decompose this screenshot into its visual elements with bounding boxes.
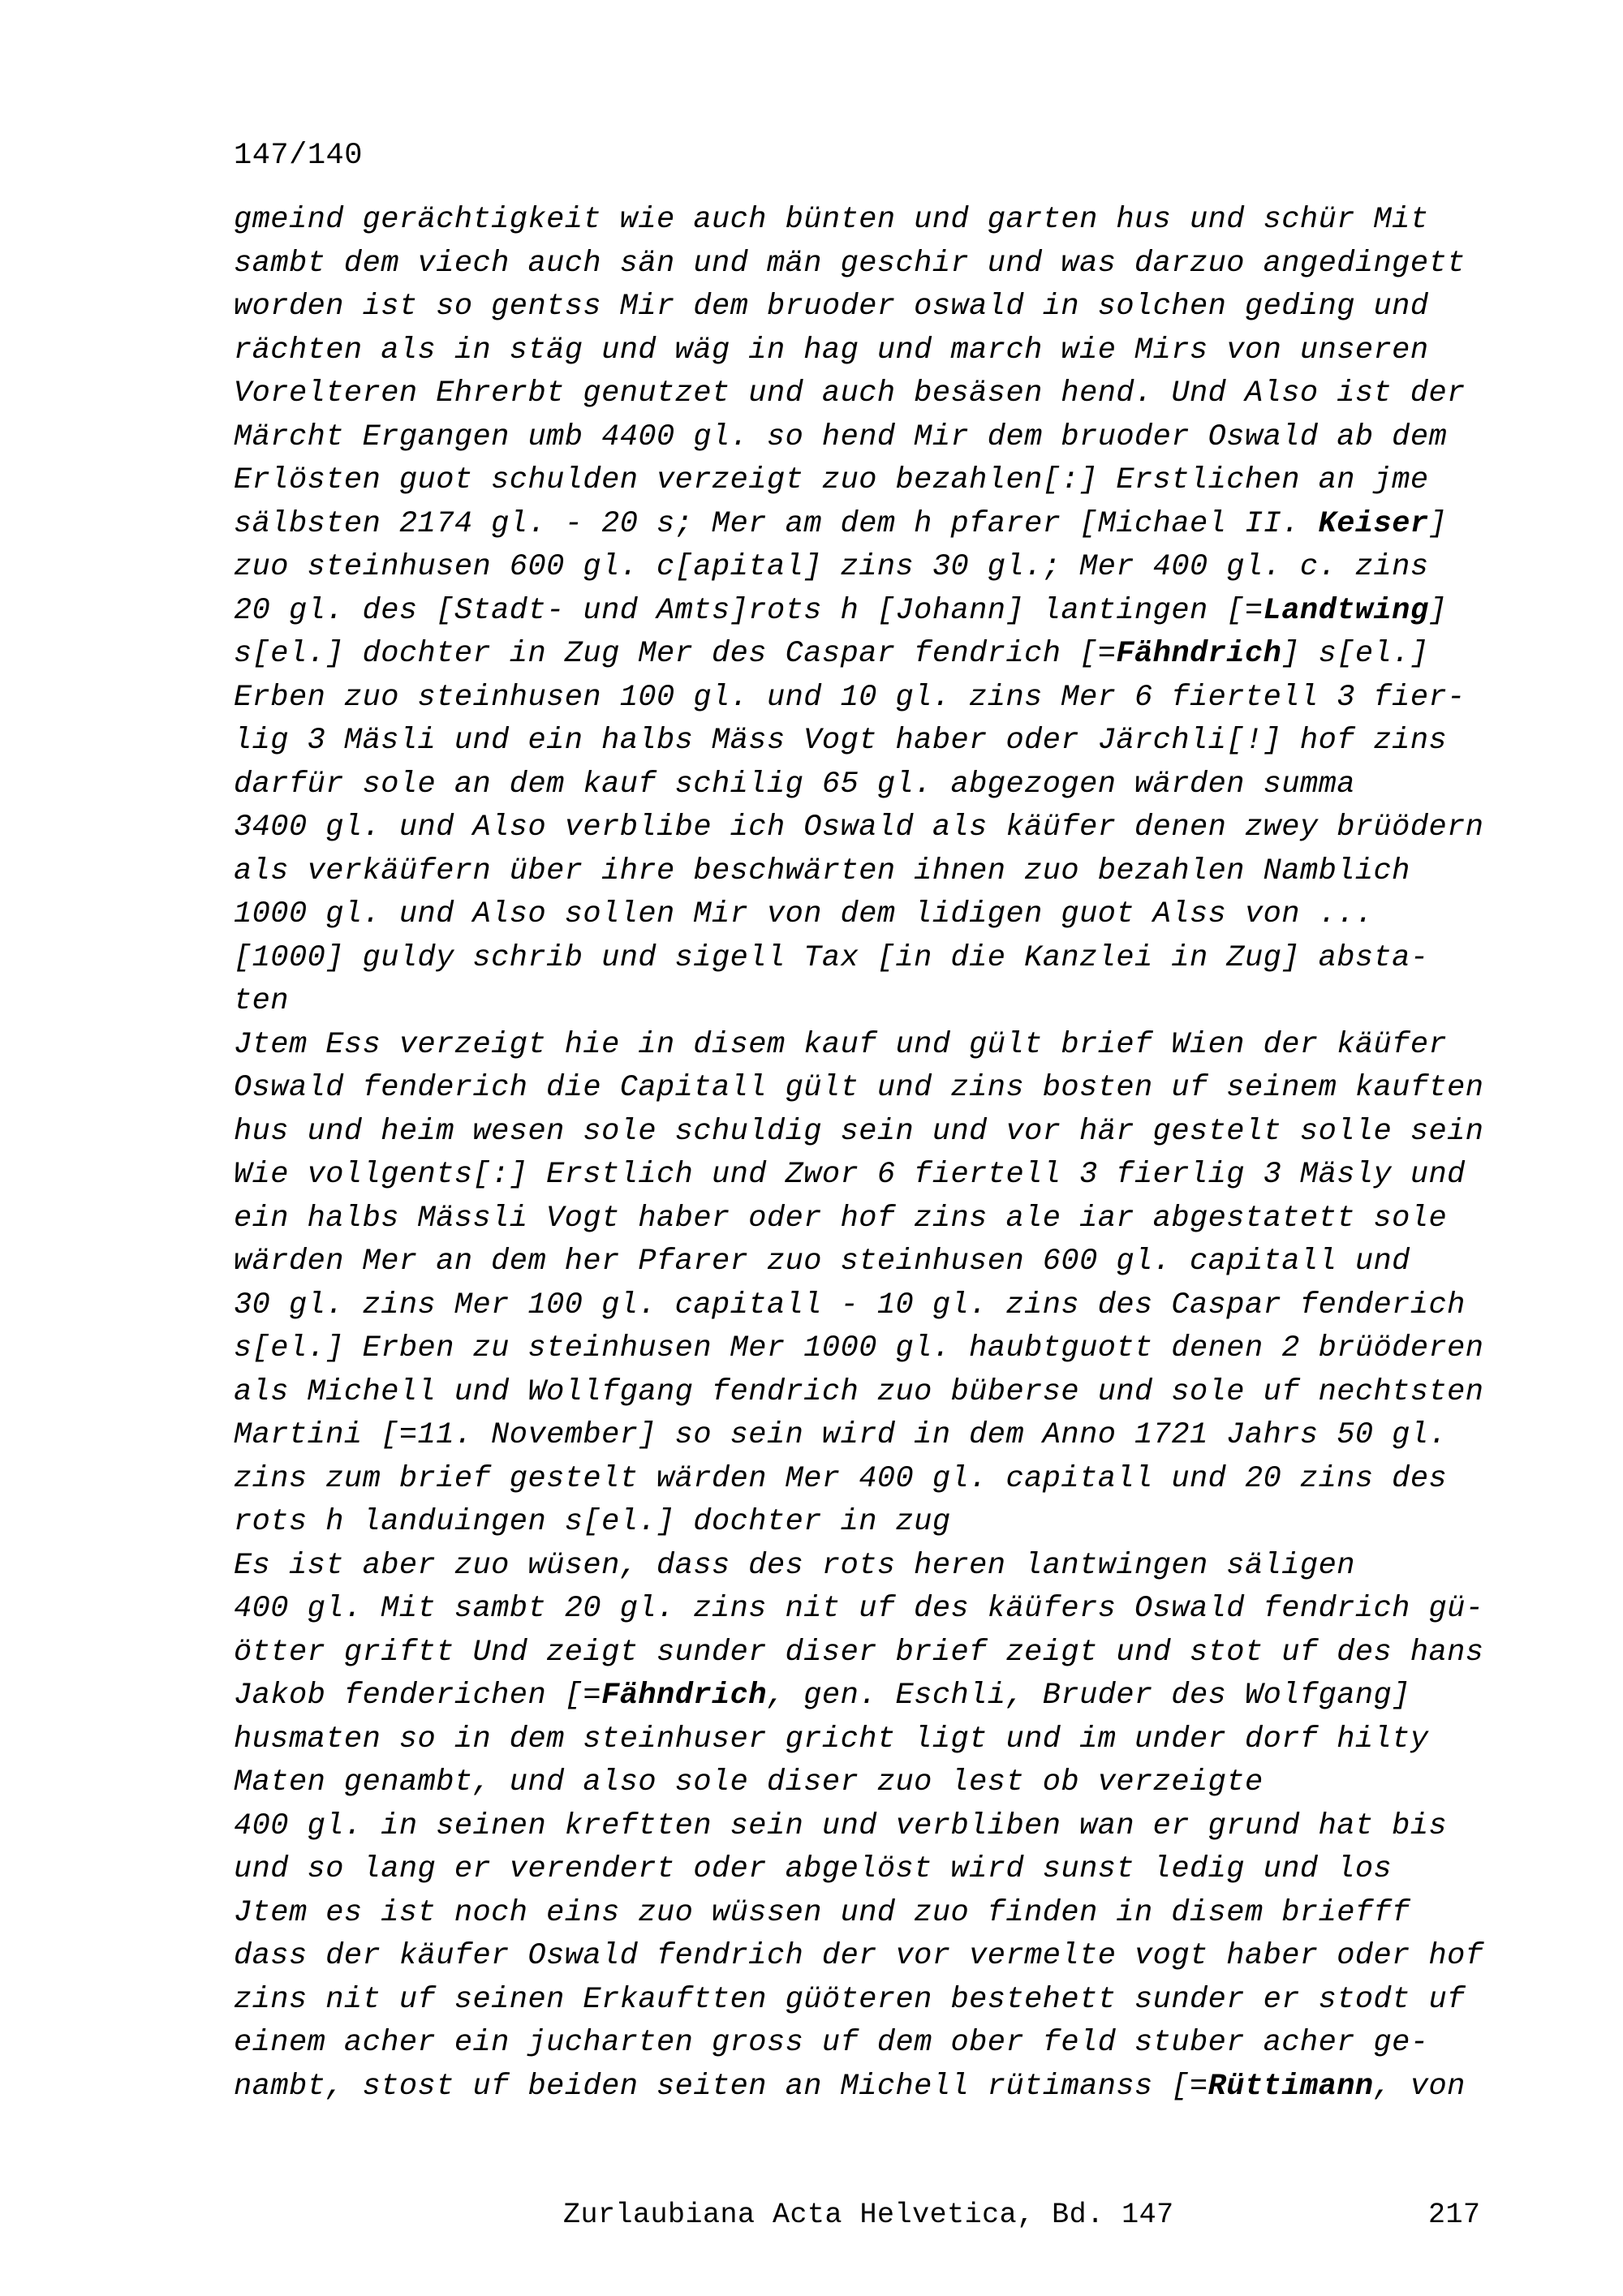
text-segment: als Michell und Wollfgang fendrich zuo büberse und sole uf nechtsten <box>234 1374 1484 1409</box>
text-line <box>234 2066 1483 2109</box>
text-segment: sambt dem viech auch sän und män geschir und was darzuo angedingett <box>234 246 1466 281</box>
text-line <box>234 199 1483 243</box>
bold-name: Fähndrich <box>1116 637 1282 671</box>
text-line <box>234 416 1483 460</box>
bold-name: Landtwing <box>1263 593 1429 628</box>
footer-page-number: 217 <box>1428 2199 1481 2231</box>
text-line <box>234 1805 1483 1849</box>
text-segment: und so lang er verendert oder abgelöst wird sunst ledig und los <box>234 1852 1393 1886</box>
text-segment: 30 gl. zins Mer 100 gl. capitall - 10 gl. zins des Caspar fenderich <box>234 1288 1466 1322</box>
text-line <box>234 243 1483 286</box>
text-line <box>234 1024 1483 1068</box>
text-line <box>234 2022 1483 2066</box>
text-segment: gmeind gerächtigkeit wie auch bünten und garten hus und schür Mit <box>234 203 1429 237</box>
text-segment: Martini [=11. November] so sein wird in dem Anno 1721 Jahrs 50 gl. <box>234 1418 1448 1452</box>
text-segment: ten <box>234 984 289 1018</box>
text-segment: rächten als in stäg und wäg in hag und march wie Mirs von unseren <box>234 333 1429 368</box>
text-segment: Vorelteren Ehrerbt genutzet und auch besäsen hend. Und Also ist der <box>234 376 1466 411</box>
text-segment: zins zum brief gestelt wärden Mer 400 gl. capitall und 20 zins des <box>234 1461 1448 1496</box>
text-line <box>234 1371 1483 1415</box>
text-segment: zuo steinhusen 600 gl. c[apital] zins 30 gl.; Mer 400 gl. c. zins <box>234 550 1429 584</box>
text-line <box>234 1154 1483 1197</box>
text-line <box>234 503 1483 547</box>
text-line <box>234 1067 1483 1111</box>
text-segment: 20 gl. des [Stadt- und Amts]rots h [Johann] lantingen [= <box>234 593 1264 628</box>
text-line <box>234 937 1483 981</box>
text-line <box>234 1197 1483 1241</box>
text-segment: worden ist so gentss Mir dem bruoder oswald in solchen geding und <box>234 290 1429 324</box>
text-segment: Oswald fenderich die Capitall gült und zins bosten uf seinem kauften <box>234 1071 1484 1105</box>
text-line <box>234 806 1483 850</box>
text-line <box>234 286 1483 329</box>
text-line <box>234 1284 1483 1328</box>
text-line <box>234 1848 1483 1892</box>
text-segment: nambt, stost uf beiden seiten an Michell rütimanss [= <box>234 2069 1208 2104</box>
text-line <box>234 546 1483 590</box>
footer-source: Zurlaubiana Acta Helvetica, Bd. 147 <box>563 2199 1174 2231</box>
text-line <box>234 1935 1483 1979</box>
text-segment: 400 gl. in seinen kreftten sein und verbliben wan er grund hat bis <box>234 1808 1448 1843</box>
text-line <box>234 1588 1483 1632</box>
text-line <box>234 372 1483 416</box>
text-line <box>234 850 1483 894</box>
text-line <box>234 459 1483 503</box>
text-line <box>234 1111 1483 1154</box>
text-segment: rots h landuingen s[el.] dochter in zug <box>234 1505 951 1539</box>
text-line <box>234 1327 1483 1371</box>
text-segment: zins nit uf seinen Erkauftten güöteren bestehett sunder er stodt uf <box>234 1982 1466 2017</box>
text-segment: ] <box>1428 593 1448 628</box>
text-segment: 1000 gl. und Also sollen Mir von dem lidigen guot Alss von ... <box>234 897 1374 931</box>
bold-name: Rüttimann <box>1208 2069 1374 2104</box>
text-line <box>234 1501 1483 1545</box>
text-segment: ] s[el.] <box>1281 637 1429 671</box>
text-segment: s[el.] dochter in Zug Mer des Caspar fendrich [= <box>234 637 1117 671</box>
folio-number: 147/140 <box>234 139 363 173</box>
text-segment: lig 3 Mäsli und ein halbs Mäss Vogt haber oder Järchli[!] hof zins <box>234 724 1448 758</box>
bold-name: Keiser <box>1318 506 1429 541</box>
text-line <box>234 1761 1483 1805</box>
text-line <box>234 590 1483 634</box>
text-line <box>234 1675 1483 1718</box>
text-segment: [1000] guldy schrib und sigell Tax [in die Kanzlei in Zug] absta- <box>234 940 1429 975</box>
text-segment: ötter griftt Und zeigt sunder diser brief zeigt und stot uf des hans <box>234 1635 1484 1670</box>
text-segment: ] <box>1428 506 1448 541</box>
text-segment: 400 gl. Mit sambt 20 gl. zins nit uf des käüfers Oswald fendrich gü- <box>234 1592 1484 1626</box>
text-line <box>234 763 1483 807</box>
text-segment: s[el.] Erben zu steinhusen Mer 1000 gl. haubtguott denen 2 brüöderen <box>234 1331 1484 1365</box>
text-line <box>234 893 1483 937</box>
text-segment: ein halbs Mässli Vogt haber oder hof zins ale iar abgestatett sole <box>234 1201 1448 1236</box>
text-segment: Es ist aber zuo wüsen, dass des rots heren lantwingen säligen <box>234 1548 1355 1583</box>
text-line <box>234 633 1483 677</box>
text-segment: darfür sole an dem kauf schilig 65 gl. abgezogen wärden summa <box>234 767 1355 802</box>
text-line <box>234 1240 1483 1284</box>
text-segment: husmaten so in dem steinhuser gricht ligt und im under dorf hilty <box>234 1722 1429 1756</box>
text-line <box>234 1414 1483 1458</box>
text-segment: , von <box>1373 2069 1466 2104</box>
text-segment: dass der käufer Oswald fendrich der vor vermelte vogt haber oder hof <box>234 1939 1484 1973</box>
text-line <box>234 720 1483 763</box>
text-segment: sälbsten 2174 gl. - 20 s; Mer am dem h pfarer [Michael II. <box>234 506 1319 541</box>
text-line <box>234 1458 1483 1502</box>
text-line <box>234 1892 1483 1936</box>
text-line <box>234 1718 1483 1762</box>
text-line <box>234 1979 1483 2023</box>
text-segment: Maten genambt, und also sole diser zuo lest ob verzeigte <box>234 1765 1264 1799</box>
text-line <box>234 980 1483 1024</box>
transcription-body <box>234 199 1483 2109</box>
text-segment: Jakob fenderichen [= <box>234 1679 602 1713</box>
text-segment: als verkäüfern über ihre beschwärten ihnen zuo bezahlen Namblich <box>234 853 1410 888</box>
text-segment: hus und heim wesen sole schuldig sein und vor här gestelt solle sein <box>234 1114 1484 1149</box>
text-segment: Jtem Ess verzeigt hie in disem kauf und gült brief Wien der käüfer <box>234 1027 1448 1062</box>
text-segment: einem acher ein jucharten gross uf dem ober feld stuber acher ge- <box>234 2026 1429 2060</box>
text-segment: , gen. Eschli, Bruder des Wolfgang] <box>766 1679 1410 1713</box>
text-line <box>234 1545 1483 1589</box>
text-segment: Märcht Ergangen umb 4400 gl. so hend Mir dem bruoder Oswald ab dem <box>234 419 1448 454</box>
text-segment: Erlösten guot schulden verzeigt zuo bezahlen[:] Erstlichen an jme <box>234 463 1429 497</box>
text-line <box>234 329 1483 373</box>
bold-name: Fähndrich <box>601 1679 767 1713</box>
text-segment: Erben zuo steinhusen 100 gl. und 10 gl. zins Mer 6 fiertell 3 fier- <box>234 680 1466 715</box>
text-segment: 3400 gl. und Also verblibe ich Oswald als käüfer denen zwey brüödern <box>234 810 1484 845</box>
text-segment: Jtem es ist noch eins zuo wüssen und zuo finden in disem briefff <box>234 1895 1410 1930</box>
text-segment: wärden Mer an dem her Pfarer zuo steinhusen 600 gl. capitall und <box>234 1245 1410 1279</box>
text-line <box>234 1632 1483 1675</box>
text-segment: Wie vollgents[:] Erstlich und Zwor 6 fiertell 3 fierlig 3 Mäsly und <box>234 1158 1466 1192</box>
text-line <box>234 677 1483 720</box>
